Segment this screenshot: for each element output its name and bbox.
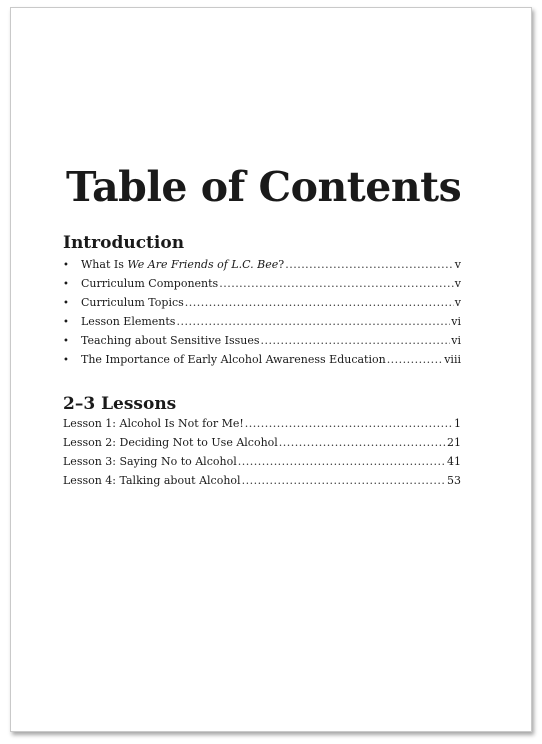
- toc-entry[interactable]: [63, 315, 461, 334]
- dot-leader: [261, 334, 451, 347]
- toc-page-number: 53: [447, 474, 461, 487]
- toc-entry[interactable]: [63, 258, 461, 277]
- toc-page-number: v: [454, 258, 461, 271]
- dot-leader: [219, 277, 454, 290]
- dot-leader: [279, 436, 446, 449]
- toc-entry-label: Curriculum Topics: [81, 296, 184, 309]
- bullet-icon: •: [63, 279, 69, 290]
- toc-page-number: v: [454, 296, 461, 309]
- toc-entry[interactable]: [63, 455, 461, 474]
- dot-leader: [387, 353, 444, 366]
- dot-leader: [285, 258, 454, 271]
- toc-page-number: viii: [444, 353, 461, 366]
- toc-entry[interactable]: [63, 474, 461, 493]
- page-title: Table of Contents: [66, 163, 462, 211]
- toc-entry[interactable]: [63, 436, 461, 455]
- bullet-icon: •: [63, 336, 69, 347]
- section-heading-introduction: Introduction: [63, 233, 185, 253]
- toc-page-number: vi: [451, 334, 461, 347]
- toc-entry-label: Lesson Elements: [81, 315, 176, 328]
- toc-page-number: vi: [451, 315, 461, 328]
- toc-entry[interactable]: [63, 353, 461, 372]
- toc-entry[interactable]: [63, 417, 461, 436]
- toc-entry-label: Lesson 1: Alcohol Is Not for Me!: [63, 417, 244, 430]
- toc-entry-label: Teaching about Sensitive Issues: [81, 334, 260, 347]
- bullet-icon: •: [63, 298, 69, 309]
- lessons-toc-list: [63, 417, 461, 493]
- toc-entry[interactable]: [63, 277, 461, 296]
- book-title: We Are Friends of L.C. Bee: [127, 258, 279, 271]
- toc-entry-label: The Importance of Early Alcohol Awareness Education: [81, 353, 386, 366]
- toc-entry-label: What Is We Are Friends of L.C. Bee?: [81, 258, 285, 271]
- toc-entry[interactable]: [63, 296, 461, 315]
- bullet-icon: •: [63, 317, 69, 328]
- document-page: [10, 7, 532, 732]
- toc-entry-label: Curriculum Components: [81, 277, 219, 290]
- toc-entry-label: Lesson 2: Deciding Not to Use Alcohol: [63, 436, 278, 449]
- introduction-toc-list: [63, 258, 461, 372]
- toc-entry[interactable]: [63, 334, 461, 353]
- toc-page-number: 41: [447, 455, 461, 468]
- dot-leader: [245, 417, 453, 430]
- dot-leader: [242, 474, 446, 487]
- toc-entry-label: Lesson 4: Talking about Alcohol: [63, 474, 241, 487]
- bullet-icon: •: [63, 355, 69, 366]
- bullet-icon: •: [63, 260, 69, 271]
- dot-leader: [185, 296, 454, 309]
- toc-entry-label: Lesson 3: Saying No to Alcohol: [63, 455, 237, 468]
- toc-page-number: 1: [454, 417, 461, 430]
- dot-leader: [176, 315, 450, 328]
- dot-leader: [238, 455, 446, 468]
- toc-page-number: 21: [447, 436, 461, 449]
- section-heading-lessons: 2–3 Lessons: [63, 394, 177, 414]
- toc-page-number: v: [454, 277, 461, 290]
